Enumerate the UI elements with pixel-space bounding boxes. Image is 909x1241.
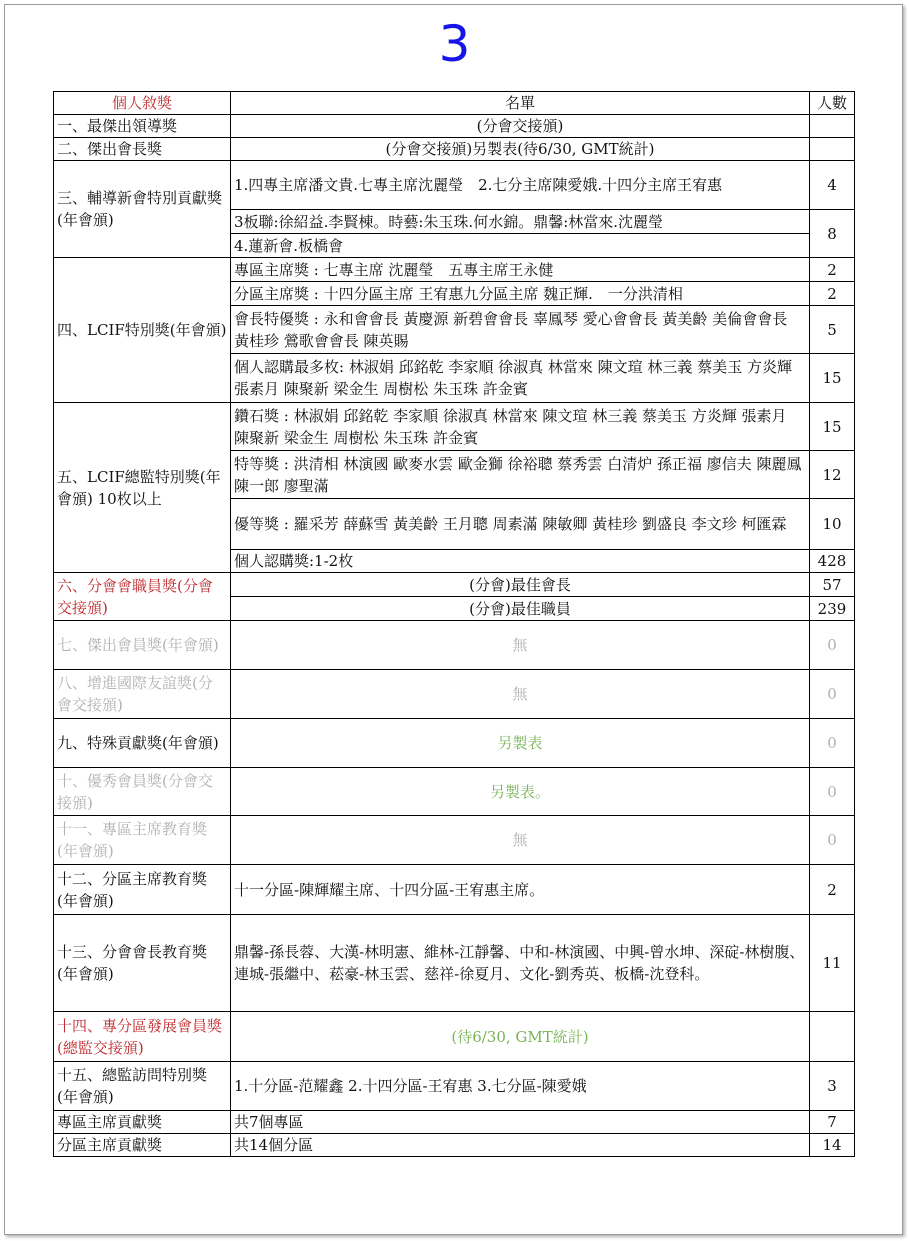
award-count: 10 (810, 499, 855, 550)
award-category: 專區主席貢獻獎 (54, 1111, 231, 1134)
table-row (54, 1111, 855, 1134)
award-names: 3板聯:徐紹益.李賢棟。時藝:朱玉珠.何水錦。鼎馨:林當來.沈麗瑩 (231, 210, 810, 234)
table-row (54, 915, 855, 1012)
award-count: 0 (810, 719, 855, 768)
table-row (54, 258, 855, 282)
award-names: 十一分區-陳輝耀主席、十四分區-王宥惠主席。 (231, 865, 810, 915)
table-row (54, 865, 855, 915)
table-row (54, 161, 855, 210)
award-count: 239 (810, 597, 855, 621)
award-names: 優等獎 : 羅采芳 薛蘇雪 黃美齡 王月聰 周素滿 陳敏卿 黃桂珍 劉盛良 李文珍 柯匯霖 (231, 499, 810, 550)
award-category: 五、LCIF總監特別獎(年會頒) 10枚以上 (54, 403, 231, 573)
award-count (810, 1012, 855, 1062)
award-names: (待6/30, GMT統計) (231, 1012, 810, 1062)
table-row (54, 115, 855, 138)
award-category: 十二、分區主席教育獎(年會頒) (54, 865, 231, 915)
award-category: 三、輔導新會特別貢獻獎(年會頒) (54, 161, 231, 258)
award-names: (分會)最佳會長 (231, 573, 810, 597)
award-count: 0 (810, 768, 855, 816)
award-category: 十一、專區主席教育獎(年會頒) (54, 816, 231, 865)
award-count: 0 (810, 670, 855, 719)
award-names: 分區主席獎 : 十四分區主席 王宥惠九分區主席 魏正輝. 一分洪清相 (231, 282, 810, 306)
award-names: (分會交接頒)另製表(待6/30, GMT統計) (231, 138, 810, 161)
table-row (54, 573, 855, 597)
award-category: 六、分會會職員獎(分會交接頒) (54, 573, 231, 621)
award-category: 四、LCIF特別獎(年會頒) (54, 258, 231, 403)
award-count: 14 (810, 1134, 855, 1157)
award-names: 特等獎 : 洪清相 林演國 歐麥水雲 歐金獅 徐裕聰 蔡秀雲 白清炉 孫正福 廖信夫 陳麗鳳 陳一郎 廖聖滿 (231, 451, 810, 499)
award-names: 1.四專主席潘文貴.七專主席沈麗瑩 2.七分主席陳愛娥.十四分主席王宥惠 (231, 161, 810, 210)
table-row (54, 1062, 855, 1111)
award-names: 另製表。 (231, 768, 810, 816)
award-names: 共14個分區 (231, 1134, 810, 1157)
award-names: 無 (231, 816, 810, 865)
award-category: 分區主席貢獻獎 (54, 1134, 231, 1157)
award-names: (分會)最佳職員 (231, 597, 810, 621)
award-category: 八、增進國際友誼獎(分會交接頒) (54, 670, 231, 719)
award-names: 鼎馨-孫長蓉、大漢-林明憲、維林-江靜馨、中和-林演國、中興-曾水坤、深碇-林樹腹、連城-張繼中、菘豪-林玉雲、慈祥-徐夏月、文化-劉秀英、板橋-沈登科。 (231, 915, 810, 1012)
award-category: 十五、總監訪問特別獎(年會頒) (54, 1062, 231, 1111)
award-count (810, 115, 855, 138)
award-count: 2 (810, 865, 855, 915)
award-count: 3 (810, 1062, 855, 1111)
award-count: 0 (810, 816, 855, 865)
award-count: 57 (810, 573, 855, 597)
table-row (54, 138, 855, 161)
table-row (54, 816, 855, 865)
header-count: 人數 (810, 92, 855, 115)
award-count: 7 (810, 1111, 855, 1134)
table-row (54, 1134, 855, 1157)
award-names: 無 (231, 670, 810, 719)
award-count: 11 (810, 915, 855, 1012)
table-header-row (54, 92, 855, 115)
award-names: 個人認購最多枚: 林淑娟 邱銘乾 李家順 徐淑真 林當來 陳文瑄 林三義 蔡美玉 方炎輝 張素月 陳聚新 梁金生 周樹松 朱玉珠 許金賓 (231, 354, 810, 403)
award-category: 七、傑出會員獎(年會頒) (54, 621, 231, 670)
award-names: 會長特優獎 : 永和會會長 黃慶源 新碧會會長 辜鳳琴 愛心會會長 黃美齡 美倫會會長 黃桂珍 鶯歌會會長 陳英賜 (231, 306, 810, 354)
award-category: 十、優秀會員獎(分會交接頒) (54, 768, 231, 816)
header-category: 個人敘獎 (54, 92, 231, 115)
table-row (54, 1012, 855, 1062)
award-count: 2 (810, 258, 855, 282)
award-names: 4.蓮新會.板橋會 (231, 234, 810, 258)
award-count: 0 (810, 621, 855, 670)
award-names: 無 (231, 621, 810, 670)
award-count: 8 (810, 210, 855, 258)
award-names: 共7個專區 (231, 1111, 810, 1134)
award-count: 2 (810, 282, 855, 306)
award-count (810, 138, 855, 161)
table-row (54, 621, 855, 670)
award-names: (分會交接頒) (231, 115, 810, 138)
award-names: 專區主席獎 : 七專主席 沈麗瑩 五專主席王永健 (231, 258, 810, 282)
award-category: 九、特殊貢獻獎(年會頒) (54, 719, 231, 768)
award-names: 個人認購獎:1-2枚 (231, 550, 810, 573)
award-names: 鑽石獎 : 林淑娟 邱銘乾 李家順 徐淑真 林當來 陳文瑄 林三義 蔡美玉 方炎輝 張素月 陳聚新 梁金生 周樹松 朱玉珠 許金賓 (231, 403, 810, 451)
table-row (54, 403, 855, 451)
award-category: 十四、專分區發展會員獎(總監交接頒) (54, 1012, 231, 1062)
award-count: 4 (810, 161, 855, 210)
award-names: 另製表 (231, 719, 810, 768)
table-row (54, 719, 855, 768)
award-category: 二、傑出會長獎 (54, 138, 231, 161)
award-count: 12 (810, 451, 855, 499)
award-count: 15 (810, 354, 855, 403)
table-row (54, 670, 855, 719)
award-count: 428 (810, 550, 855, 573)
award-category: 十三、分會會長教育獎(年會頒) (54, 915, 231, 1012)
table-row (54, 768, 855, 816)
header-names: 名單 (231, 92, 810, 115)
awards-table (53, 91, 855, 1157)
award-count: 15 (810, 403, 855, 451)
award-category: 一、最傑出領導獎 (54, 115, 231, 138)
award-names: 1.十分區-范耀鑫 2.十四分區-王宥惠 3.七分區-陳愛娥 (231, 1062, 810, 1111)
award-count: 5 (810, 306, 855, 354)
page-number: 3 (438, 15, 471, 73)
